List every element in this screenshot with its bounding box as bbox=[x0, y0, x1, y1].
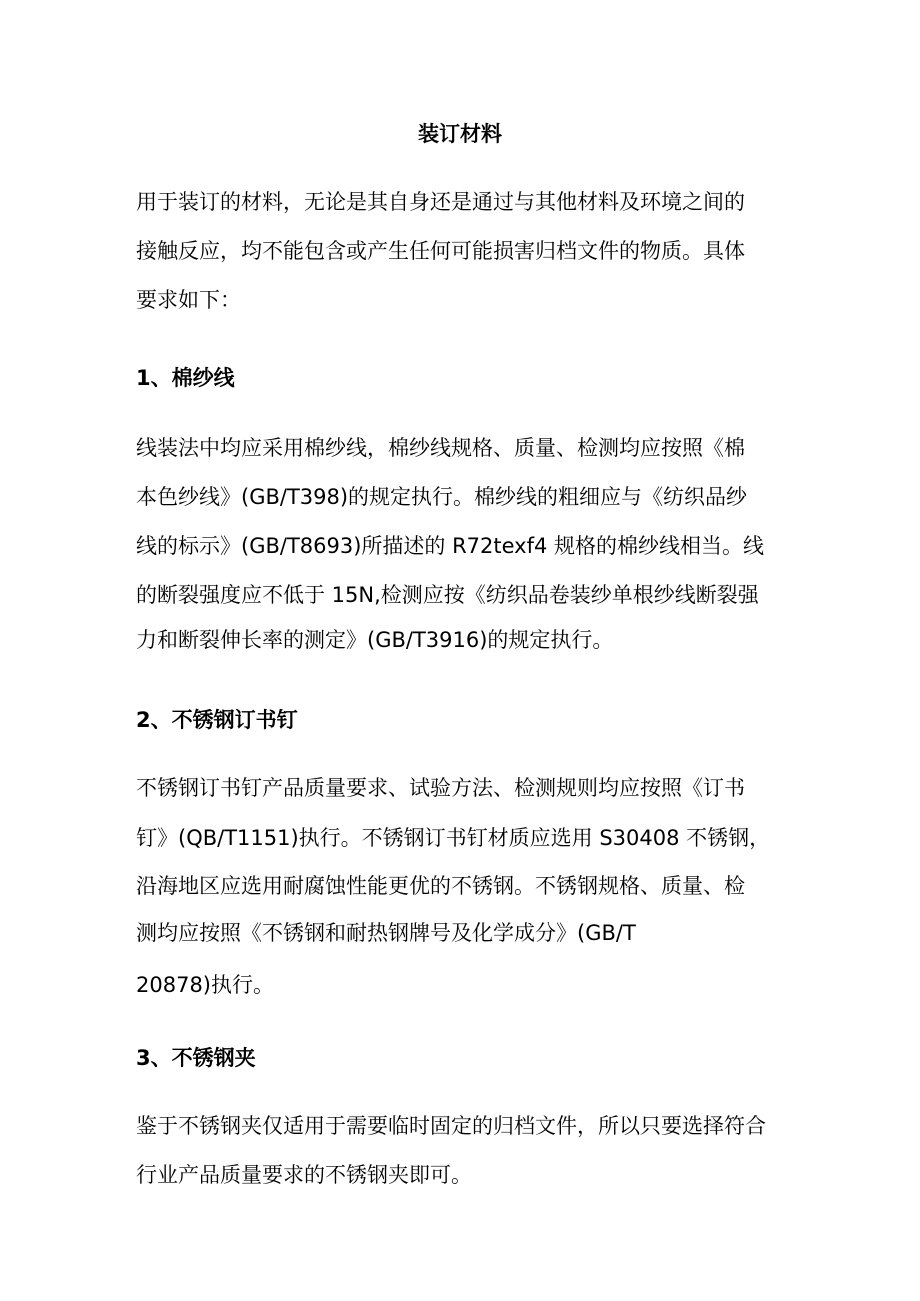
section-1-line-5: 力和断裂伸长率的测定》(GB/T3916)的规定执行。 bbox=[136, 628, 614, 652]
section-2-line-4: 测均应按照《不锈钢和耐热钢牌号及化学成分》(GB/T bbox=[136, 921, 636, 945]
section-2-line-5: 20878)执行。 bbox=[136, 973, 274, 997]
document-title: 装订材料 bbox=[418, 122, 502, 146]
section-3-heading: 3、不锈钢夹 bbox=[136, 1046, 256, 1070]
section-3-line-1: 鉴于不锈钢夹仅适用于需要临时固定的归档文件，所以只要选择符合 bbox=[136, 1114, 766, 1138]
section-2-line-2: 钉》(QB/T1151)执行。不锈钢订书钉材质应选用 S30408 不锈钢， bbox=[136, 826, 771, 850]
section-2-line-3: 沿海地区应选用耐腐蚀性能更优的不锈钢。不锈钢规格、质量、检 bbox=[136, 874, 745, 898]
section-1-line-2: 本色纱线》(GB/T398)的规定执行。棉纱线的粗细应与《纺织品纱 bbox=[136, 485, 748, 509]
section-3-line-2: 行业产品质量要求的不锈钢夹即可。 bbox=[136, 1163, 472, 1187]
intro-line-2: 接触反应，均不能包含或产生任何可能损害归档文件的物质。具体 bbox=[136, 239, 745, 263]
section-1-line-1: 线装法中均应采用棉纱线，棉纱线规格、质量、检测均应按照《棉 bbox=[136, 436, 745, 460]
section-1-heading: 1、棉纱线 bbox=[136, 366, 235, 390]
section-2-line-1: 不锈钢订书钉产品质量要求、试验方法、检测规则均应按照《订书 bbox=[136, 776, 745, 800]
section-1-line-3: 线的标示》(GB/T8693)所描述的 R72texf4 规格的棉纱线相当。线 bbox=[136, 534, 765, 558]
intro-line-3: 要求如下： bbox=[136, 288, 241, 312]
section-1-line-4: 的断裂强度应不低于 15N,检测应按《纺织品卷装纱单根纱线断裂强 bbox=[136, 583, 759, 607]
intro-line-1: 用于装订的材料，无论是其自身还是通过与其他材料及环境之间的 bbox=[136, 190, 745, 214]
section-2-heading: 2、不锈钢订书钉 bbox=[136, 708, 298, 732]
